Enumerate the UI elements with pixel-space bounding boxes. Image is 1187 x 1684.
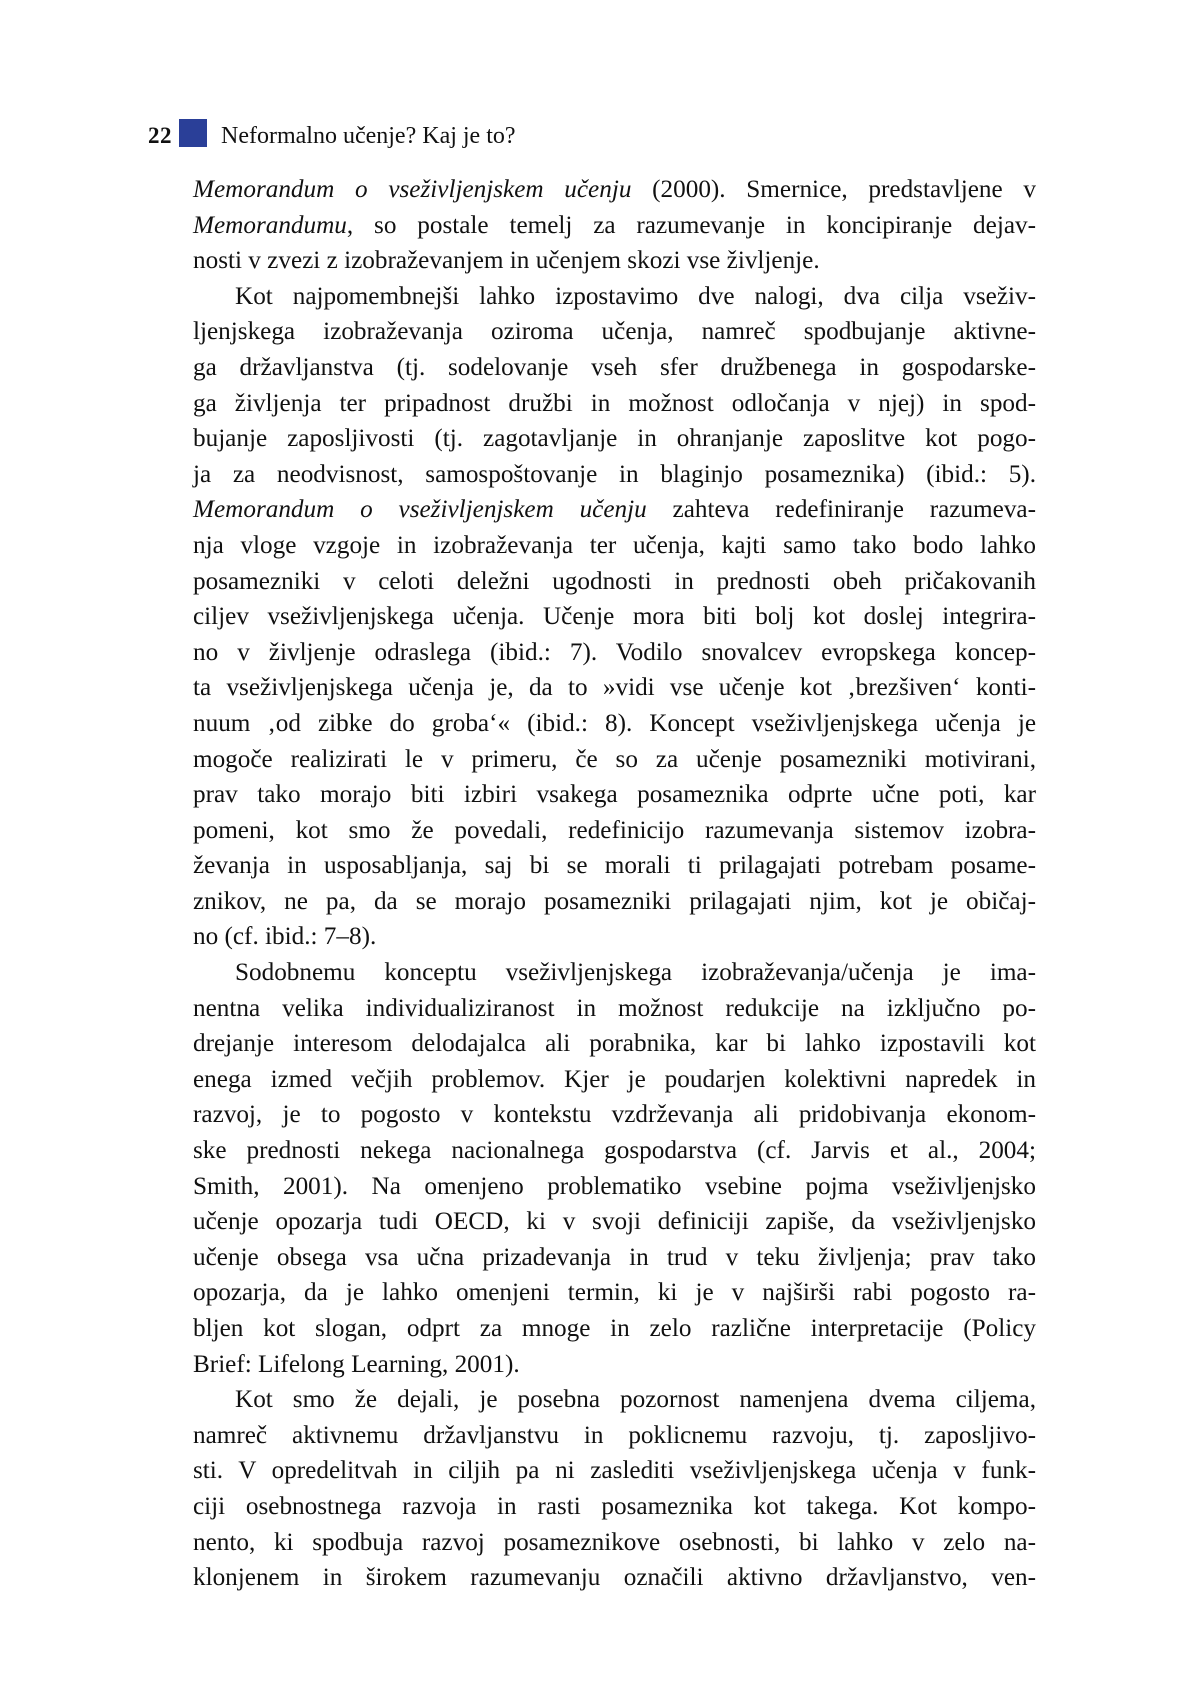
italic-title: Memorandum o vseživljenjskem učenju bbox=[193, 176, 632, 203]
text-line bbox=[193, 635, 1036, 671]
text-line bbox=[193, 955, 1036, 991]
text-line bbox=[193, 1560, 1036, 1596]
text-run: posamezniki v celoti deležni ugodnosti in prednosti obeh pričakovanih bbox=[193, 567, 1036, 595]
text-line bbox=[193, 314, 1036, 350]
text-line bbox=[193, 991, 1036, 1027]
text-line bbox=[193, 1097, 1036, 1133]
text-run: bujanje zaposljivosti (tj. zagotavljanje in ohranjanje zaposlitve kot pogo- bbox=[193, 425, 1036, 453]
text-run: znikov, ne pa, da se morajo posamezniki prilagajati njim, kot je običaj- bbox=[193, 887, 1036, 915]
text-run: Sodobnemu konceptu vseživljenjskega izobraževanja/učenja je ima- bbox=[235, 959, 1036, 987]
text-line bbox=[193, 599, 1036, 635]
text-run: nentna velika individualiziranost in možnost redukcije na izključno po- bbox=[193, 994, 1036, 1022]
text-line bbox=[193, 1347, 1036, 1383]
text-run: razvoj, je to pogosto v kontekstu vzdrževanja ali pridobivanja ekonom- bbox=[193, 1101, 1036, 1129]
text-run: ciljev vseživljenjskega učenja. Učenje mora biti bolj kot doslej integrira- bbox=[193, 603, 1036, 631]
text-line bbox=[193, 243, 1036, 279]
text-run: no v življenje odraslega (ibid.: 7). Vodilo snovalcev evropskega koncep- bbox=[193, 638, 1036, 666]
text-line bbox=[193, 742, 1036, 778]
text-run: nosti v zvezi z izobraževanjem in učenjem skozi vse življenje. bbox=[193, 247, 820, 275]
text-line bbox=[193, 1026, 1036, 1062]
text-run: (2000). Smernice, predstavljene v bbox=[631, 176, 1036, 203]
text-line bbox=[193, 172, 1036, 208]
text-line bbox=[193, 457, 1036, 493]
text-run: zahteva redefiniranje razumeva- bbox=[646, 496, 1036, 524]
text-run: ževanja in usposabljanja, saj bi se morali ti prilagajati potrebam posame- bbox=[193, 852, 1036, 880]
text-line bbox=[193, 386, 1036, 422]
text-line bbox=[193, 884, 1036, 920]
running-title: Neformalno učenje? Kaj je to? bbox=[221, 122, 516, 149]
text-run: Brief: Lifelong Learning, 2001). bbox=[193, 1350, 520, 1378]
text-line bbox=[193, 1204, 1036, 1240]
text-line bbox=[193, 421, 1036, 457]
text-run: sti. V opredelitvah in ciljih pa ni zaslediti vseživljenjskega učenja v funk- bbox=[193, 1457, 1036, 1485]
chapter-marker-square-icon bbox=[179, 119, 207, 147]
text-line bbox=[193, 1382, 1036, 1418]
text-run: nento, ki spodbuja razvoj posameznikove osebnosti, bi lahko v zelo na- bbox=[193, 1528, 1036, 1556]
text-run: bljen kot slogan, odprt za mnoge in zelo različne interpretacije (Policy bbox=[193, 1315, 1036, 1342]
text-run: drejanje interesom delodajalca ali porabnika, kar bi lahko izpostavili kot bbox=[193, 1030, 1036, 1058]
text-run: Smith, 2001). Na omenjeno problematiko vsebine pojma vseživljenjsko bbox=[193, 1172, 1036, 1200]
text-run: klonjenem in širokem razumevanju označili aktivno državljanstvo, ven- bbox=[193, 1564, 1036, 1592]
page-header bbox=[148, 118, 516, 154]
text-line bbox=[193, 208, 1036, 244]
text-line bbox=[193, 777, 1036, 813]
text-line bbox=[193, 1275, 1036, 1311]
text-line bbox=[193, 1489, 1036, 1525]
text-run: Kot najpomembnejši lahko izpostavimo dve nalogi, dva cilja vseživ- bbox=[235, 282, 1036, 310]
text-line bbox=[193, 1525, 1036, 1561]
text-run: ta vseživljenjskega učenja je, da to »vidi vse učenje kot ‚brezšiven‘ konti- bbox=[193, 674, 1036, 702]
italic-title: Memorandum o vseživljenjskem učenju bbox=[193, 496, 647, 524]
text-run: ja za neodvisnost, samospoštovanje in blaginjo posameznika) (ibid.: 5). bbox=[193, 460, 1036, 488]
text-run: ga življenja ter pripadnost družbi in možnost odločanja v njej) in spod- bbox=[193, 389, 1036, 417]
text-line bbox=[193, 670, 1036, 706]
text-line bbox=[193, 1453, 1036, 1489]
text-run: nuum ‚od zibke do groba‘« (ibid.: 8). Koncept vseživljenjskega učenja je bbox=[193, 709, 1036, 737]
text-run: mogoče realizirati le v primeru, če so za učenje posamezniki motivirani, bbox=[193, 745, 1036, 773]
text-run: učenje opozarja tudi OECD, ki v svoji definiciji zapiše, da vseživljenjsko bbox=[193, 1208, 1036, 1236]
text-run: ga državljanstva (tj. sodelovanje vseh sfer družbenega in gospodarske- bbox=[193, 353, 1036, 381]
text-line bbox=[193, 1169, 1036, 1205]
text-run: Kot smo že dejali, je posebna pozornost namenjena dvema ciljema, bbox=[235, 1386, 1036, 1414]
text-line bbox=[193, 1133, 1036, 1169]
text-line bbox=[193, 564, 1036, 600]
text-run: pomeni, kot smo že povedali, redefinicijo razumevanja sistemov izobra- bbox=[193, 816, 1036, 844]
text-line bbox=[193, 350, 1036, 386]
body-text bbox=[193, 172, 1036, 1596]
text-line bbox=[193, 813, 1036, 849]
page-number: 22 bbox=[148, 123, 172, 148]
text-line bbox=[193, 919, 1036, 955]
text-line bbox=[193, 1311, 1036, 1347]
text-run: , so postale temelj za razumevanje in koncipiranje dejav- bbox=[346, 211, 1036, 239]
text-run: enega izmed večjih problemov. Kjer je poudarjen kolektivni napredek in bbox=[193, 1065, 1036, 1093]
text-run: no (cf. ibid.: 7–8). bbox=[193, 923, 377, 951]
text-line bbox=[193, 706, 1036, 742]
text-run: namreč aktivnemu državljanstvu in poklicnemu razvoju, tj. zaposljivo- bbox=[193, 1421, 1036, 1449]
text-run: prav tako morajo biti izbiri vsakega posameznika odprte učne poti, kar bbox=[193, 781, 1036, 809]
text-line bbox=[193, 1418, 1036, 1454]
text-line bbox=[193, 848, 1036, 884]
text-line bbox=[193, 492, 1036, 528]
text-line bbox=[193, 528, 1036, 564]
text-line bbox=[193, 279, 1036, 315]
text-run: ljenjskega izobraževanja oziroma učenja, namreč spodbujanje aktivne- bbox=[193, 318, 1036, 346]
text-run: ciji osebnostnega razvoja in rasti posameznika kot takega. Kot kompo- bbox=[193, 1492, 1036, 1520]
text-run: opozarja, da je lahko omenjeni termin, ki je v najširši rabi pogosto ra- bbox=[193, 1279, 1036, 1307]
text-line bbox=[193, 1062, 1036, 1098]
text-run: nja vloge vzgoje in izobraževanja ter učenja, kajti samo tako bodo lahko bbox=[193, 531, 1036, 559]
text-run: ske prednosti nekega nacionalnega gospodarstva (cf. Jarvis et al., 2004; bbox=[193, 1137, 1036, 1165]
italic-title: Memorandumu bbox=[193, 211, 347, 239]
text-line bbox=[193, 1240, 1036, 1276]
text-run: učenje obsega vsa učna prizadevanja in trud v teku življenja; prav tako bbox=[193, 1243, 1036, 1271]
